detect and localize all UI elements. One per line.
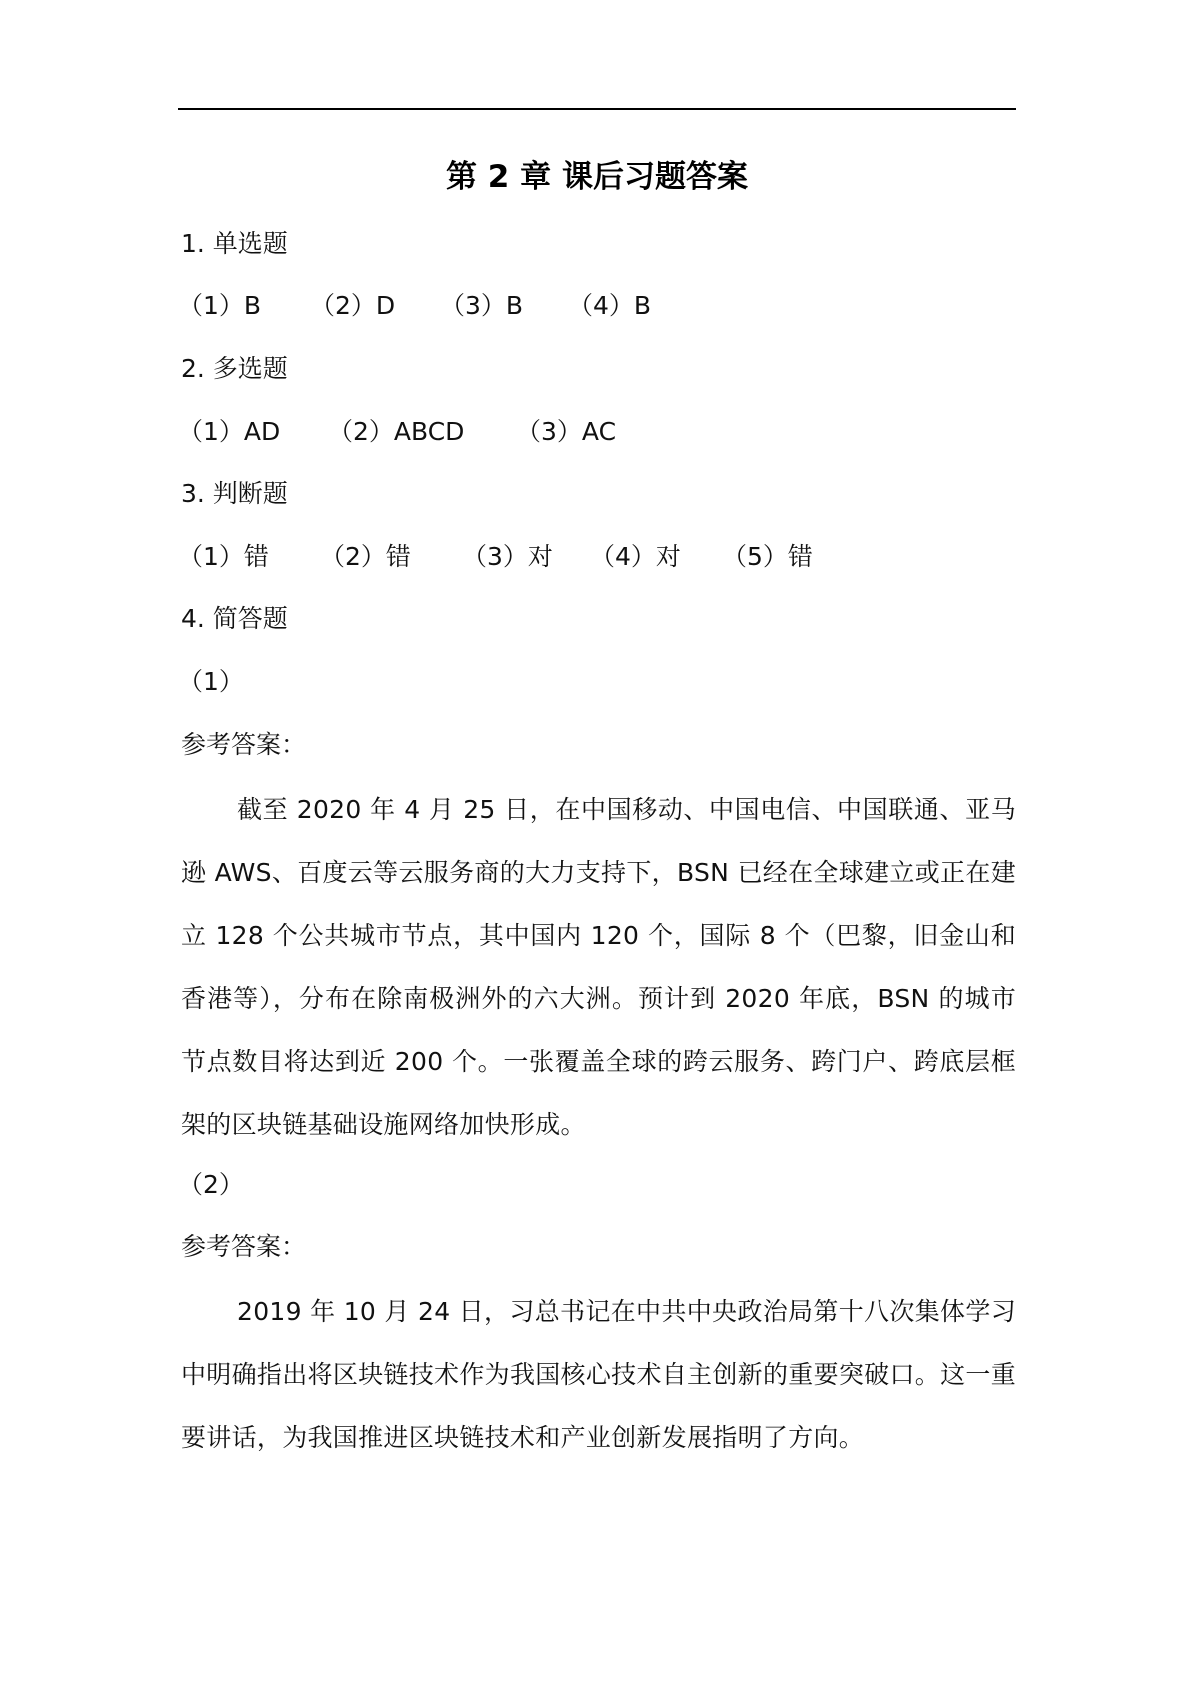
answer-item: （4）对	[590, 542, 681, 571]
reference-answer-label: 参考答案：	[181, 730, 307, 759]
section-heading-short-answer: 4. 简答题	[181, 604, 288, 633]
answer-item: （1）B	[178, 291, 262, 320]
question-number-1: （1）	[178, 667, 244, 696]
answer-item: （1）AD	[178, 417, 281, 446]
answer-paragraph-2: 2019 年 10 月 24 日，习总书记在中共中央政治局第十八次集体学习中明确指出将区块链技术作为我国核心技术自主创新的重要突破口。这一重要讲话，为我国推进区块链技术和产业创新发展指明了方向。	[181, 1297, 1016, 1452]
answer-item: （3）B	[440, 291, 524, 320]
section-heading-multiple-choice: 2. 多选题	[181, 354, 288, 383]
section-heading-true-false: 3. 判断题	[181, 479, 288, 508]
answer-paragraph-1: 截至 2020 年 4 月 25 日，在中国移动、中国电信、中国联通、亚马逊 AWS、百度云等云服务商的大力支持下，BSN 已经在全球建立或正在建立 128 个公共城市节点，其中国内 120 个，国际 8 个（巴黎，旧金山和香港等），分布在除南极洲外的六大洲。预计到 2020 年底，BSN 的城市节点数目将达到近 200 个。一张覆盖全球的跨云服务、跨门户、跨底层框架的区块链基础设施网络加快形成。	[181, 795, 1016, 1139]
answer-item: （2）ABCD	[328, 417, 465, 446]
answer-item: （2）错	[320, 542, 411, 571]
answer-item: （2）D	[310, 291, 396, 320]
question-number-2: （2）	[178, 1170, 244, 1199]
reference-answer-label: 参考答案：	[181, 1232, 307, 1261]
answer-item: （4）B	[568, 291, 652, 320]
section-heading-single-choice: 1. 单选题	[181, 229, 288, 258]
answer-item: （3）对	[462, 542, 553, 571]
page-title: 第 2 章 课后习题答案	[446, 159, 748, 195]
answer-item: （5）错	[722, 542, 813, 571]
answer-item: （1）错	[178, 542, 269, 571]
answer-item: （3）AC	[516, 417, 617, 446]
header-rule	[178, 108, 1016, 110]
